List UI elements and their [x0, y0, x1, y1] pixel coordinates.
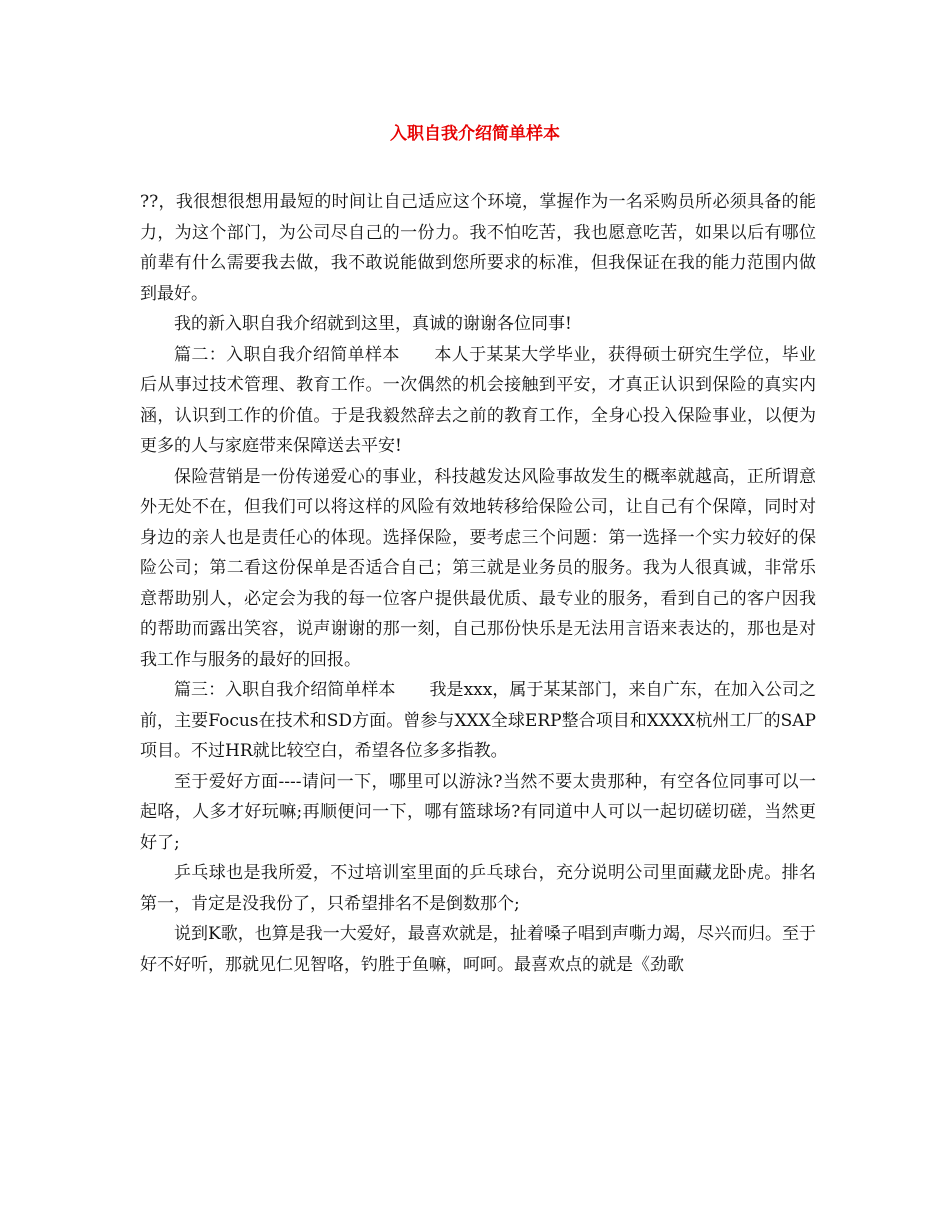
document-body	[140, 187, 816, 980]
paragraph-8: 说到K歌，也算是我一大爱好，最喜欢就是，扯着嗓子唱到声嘶力竭，尽兴而归。至于好不好听，那就见仁见智咯，钓胜于鱼嘛，呵呵。最喜欢点的就是《劲歌	[140, 924, 816, 975]
paragraph-2: 我的新入职自我介绍就到这里，真诚的谢谢各位同事!	[174, 314, 572, 334]
document-title: 入职自我介绍简单样本	[390, 124, 560, 144]
paragraph-1: ??，我很想很想用最短的时间让自己适应这个环境，掌握作为一名采购员所必须具备的能力，为这个部门，为公司尽自己的一份力。我不怕吃苦，我也愿意吃苦，如果以后有哪位前辈有什么需要我去做，我不敢说能做到您所要求的标准，但我保证在我的能力范围内做到最好。	[140, 192, 816, 304]
paragraph-4: 保险营销是一份传递爱心的事业，科技越发达风险事故发生的概率就越高，正所谓意外无处不在，但我们可以将这样的风险有效地转移给保险公司，让自己有个保障，同时对身边的亲人也是责任心的体现。选择保险，要考虑三个问题：第一选择一个实力较好的保险公司；第二看这份保单是否适合自己；第三就是业务员的服务。我为人很真诚，非常乐意帮助别人，必定会为我的每一位客户提供最优质、最专业的服务，看到自己的客户因我的帮助而露出笑容，说声谢谢的那一刻，自己那份快乐是无法用言语来表达的，那也是对我工作与服务的最好的回报。	[140, 466, 816, 670]
paragraph-7: 乒乓球也是我所爱，不过培训室里面的乒乓球台，充分说明公司里面藏龙卧虎。排名第一，肯定是没我份了，只希望排名不是倒数那个;	[140, 863, 816, 914]
paragraph-6: 至于爱好方面----请问一下，哪里可以游泳?当然不要太贵那种，有空各位同事可以一起咯，人多才好玩嘛;再顺便问一下，哪有篮球场?有同道中人可以一起切磋切磋，当然更好了;	[140, 771, 816, 853]
paragraph-3: 篇二：入职自我介绍简单样本 本人于某某大学毕业，获得硕士研究生学位，毕业后从事过技术管理、教育工作。一次偶然的机会接触到平安，才真正认识到保险的真实内涵，认识到工作的价值。于是我毅然辞去之前的教育工作，全身心投入保险事业，以便为更多的人与家庭带来保障送去平安!	[140, 344, 816, 456]
paragraph-5: 篇三：入职自我介绍简单样本 我是xxx，属于某某部门，来自广东，在加入公司之前，主要Focus在技术和SD方面。曾参与XXX全球ERP整合项目和XXXX杭州工厂的SAP项目。不过HR就比较空白，希望各位多多指教。	[140, 680, 816, 761]
